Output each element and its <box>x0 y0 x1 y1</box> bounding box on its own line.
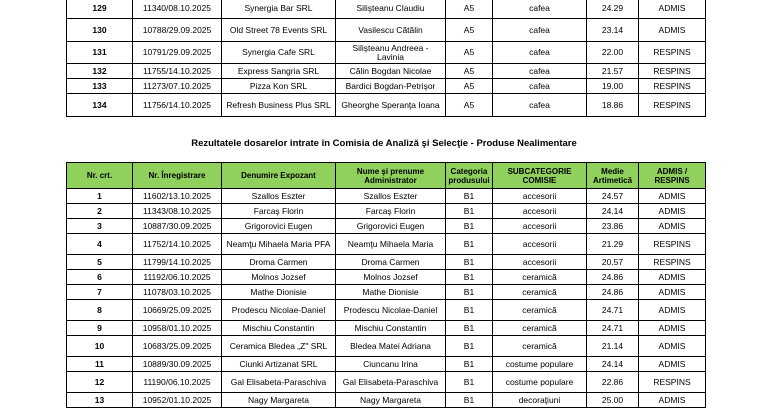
row-number-cell: 4 <box>67 234 133 255</box>
exhibitor-name-cell: Mischiu Constantin <box>222 321 336 336</box>
table-row <box>67 300 706 321</box>
row-number-cell: 130 <box>67 19 133 42</box>
table-row <box>67 0 706 19</box>
subcategory-cell: accesorii <box>493 189 587 204</box>
category-cell: B1 <box>446 300 493 321</box>
average-score-cell: 20.57 <box>587 255 639 270</box>
table-row <box>67 64 706 79</box>
header-administrator: Nume şi prenume Administrator <box>336 163 446 189</box>
average-score-cell: 21.14 <box>587 336 639 357</box>
status-cell: RESPINS <box>639 64 706 79</box>
registration-number-cell: 10683/25.09.2025 <box>133 336 222 357</box>
average-score-cell: 24.14 <box>587 357 639 372</box>
average-score-cell: 23.14 <box>587 19 639 42</box>
category-cell: B1 <box>446 321 493 336</box>
status-cell: ADMIS <box>639 189 706 204</box>
exhibitor-name-cell: Prodescu Nicolae-Daniel <box>222 300 336 321</box>
average-score-cell: 23.86 <box>587 219 639 234</box>
row-number-cell: 5 <box>67 255 133 270</box>
administrator-name-cell: Silişteanu Claudiu <box>336 0 446 19</box>
average-score-cell: 21.57 <box>587 64 639 79</box>
average-score-cell: 24.86 <box>587 270 639 285</box>
registration-number-cell: 11340/08.10.2025 <box>133 0 222 19</box>
category-cell: B1 <box>446 336 493 357</box>
row-number-cell: 2 <box>67 204 133 219</box>
subcategory-cell: cafea <box>493 94 587 117</box>
table-row <box>67 42 706 64</box>
status-cell: ADMIS <box>639 393 706 408</box>
status-cell: RESPINS <box>639 42 706 64</box>
table-row <box>67 372 706 393</box>
table-row <box>67 219 706 234</box>
status-cell: ADMIS <box>639 285 706 300</box>
average-score-cell: 18.86 <box>587 94 639 117</box>
registration-number-cell: 11755/14.10.2025 <box>133 64 222 79</box>
category-cell: B1 <box>446 270 493 285</box>
exhibitor-name-cell: Synergia Cafe SRL <box>222 42 336 64</box>
category-cell: A5 <box>446 79 493 94</box>
registration-number-cell: 10791/29.09.2025 <box>133 42 222 64</box>
average-score-cell: 24.57 <box>587 189 639 204</box>
registration-number-cell: 11273/07.10.2025 <box>133 79 222 94</box>
status-cell: RESPINS <box>639 255 706 270</box>
table-row <box>67 189 706 204</box>
subcategory-cell: costume populare <box>493 357 587 372</box>
category-cell: B1 <box>446 189 493 204</box>
category-cell: A5 <box>446 94 493 117</box>
registration-number-cell: 11752/14.10.2025 <box>133 234 222 255</box>
row-number-cell: 8 <box>67 300 133 321</box>
average-score-cell: 19.00 <box>587 79 639 94</box>
administrator-name-cell: Mischiu Constantin <box>336 321 446 336</box>
header-nr: Nr. crt. <box>67 163 133 189</box>
administrator-name-cell: Mathe Dionisie <box>336 285 446 300</box>
subcategory-cell: ceramică <box>493 300 587 321</box>
row-number-cell: 129 <box>67 0 133 19</box>
previous-results-table <box>66 0 706 117</box>
subcategory-cell: cafea <box>493 64 587 79</box>
status-cell: ADMIS <box>639 204 706 219</box>
administrator-name-cell: Călin Bogdan Nicolae <box>336 64 446 79</box>
subcategory-cell: cafea <box>493 79 587 94</box>
registration-number-cell: 10887/30.09.2025 <box>133 219 222 234</box>
administrator-name-cell: Nagy Margareta <box>336 393 446 408</box>
section-title: Rezultatele dosarelor intrate în Comisia de Analiză şi Selecţie - Produse Nealimentare <box>191 138 577 149</box>
row-number-cell: 132 <box>67 64 133 79</box>
row-number-cell: 10 <box>67 336 133 357</box>
table-row <box>67 336 706 357</box>
table-row <box>67 321 706 336</box>
average-score-cell: 22.86 <box>587 372 639 393</box>
exhibitor-name-cell: Nagy Margareta <box>222 393 336 408</box>
table-row <box>67 270 706 285</box>
row-number-cell: 133 <box>67 79 133 94</box>
subcategory-cell: accesorii <box>493 255 587 270</box>
exhibitor-name-cell: Pizza Kon SRL <box>222 79 336 94</box>
administrator-name-cell: Droma Carmen <box>336 255 446 270</box>
exhibitor-name-cell: Refresh Business Plus SRL <box>222 94 336 117</box>
header-average: Medie Artimetică <box>587 163 639 189</box>
exhibitor-name-cell: Synergia Bar SRL <box>222 0 336 19</box>
category-cell: B1 <box>446 372 493 393</box>
row-number-cell: 13 <box>67 393 133 408</box>
row-number-cell: 11 <box>67 357 133 372</box>
row-number-cell: 12 <box>67 372 133 393</box>
status-cell: ADMIS <box>639 300 706 321</box>
exhibitor-name-cell: Gal Elisabeta-Paraschiva <box>222 372 336 393</box>
subcategory-cell: ceramică <box>493 285 587 300</box>
subcategory-cell: ceramică <box>493 270 587 285</box>
registration-number-cell: 11190/06.10.2025 <box>133 372 222 393</box>
table-row <box>67 234 706 255</box>
registration-number-cell: 11192/06.10.2025 <box>133 270 222 285</box>
registration-number-cell: 10952/01.10.2025 <box>133 393 222 408</box>
status-cell: RESPINS <box>639 94 706 117</box>
exhibitor-name-cell: Szallos Eszter <box>222 189 336 204</box>
category-cell: A5 <box>446 64 493 79</box>
status-cell: RESPINS <box>639 372 706 393</box>
subcategory-cell: ceramică <box>493 336 587 357</box>
status-cell: ADMIS <box>639 19 706 42</box>
status-cell: RESPINS <box>639 79 706 94</box>
registration-number-cell: 10669/25.09.2025 <box>133 300 222 321</box>
row-number-cell: 7 <box>67 285 133 300</box>
header-category: Categoria produsului <box>446 163 493 189</box>
administrator-name-cell: Silişteanu Andreea - Lavinia <box>336 42 446 64</box>
subcategory-cell: accesorii <box>493 219 587 234</box>
exhibitor-name-cell: Droma Carmen <box>222 255 336 270</box>
header-status: ADMIS / RESPINS <box>639 163 706 189</box>
administrator-name-cell: Neamţu Mihaela Maria <box>336 234 446 255</box>
category-cell: B1 <box>446 357 493 372</box>
registration-number-cell: 11756/14.10.2025 <box>133 94 222 117</box>
category-cell: A5 <box>446 0 493 19</box>
table-row <box>67 94 706 117</box>
administrator-name-cell: Bledea Matei Adriana <box>336 336 446 357</box>
table-row <box>67 204 706 219</box>
exhibitor-name-cell: Ciunki Artizanat SRL <box>222 357 336 372</box>
row-number-cell: 1 <box>67 189 133 204</box>
registration-number-cell: 10788/29.09.2025 <box>133 19 222 42</box>
average-score-cell: 24.29 <box>587 0 639 19</box>
administrator-name-cell: Szallos Eszter <box>336 189 446 204</box>
average-score-cell: 22.00 <box>587 42 639 64</box>
status-cell: ADMIS <box>639 270 706 285</box>
administrator-name-cell: Vasilescu Cătălin <box>336 19 446 42</box>
registration-number-cell: 10958/01.10.2025 <box>133 321 222 336</box>
subcategory-cell: accesorii <box>493 234 587 255</box>
table-row <box>67 357 706 372</box>
category-cell: B1 <box>446 393 493 408</box>
average-score-cell: 25.00 <box>587 393 639 408</box>
registration-number-cell: 11078/03.10.2025 <box>133 285 222 300</box>
status-cell: ADMIS <box>639 321 706 336</box>
category-cell: A5 <box>446 42 493 64</box>
registration-number-cell: 11799/14.10.2025 <box>133 255 222 270</box>
subcategory-cell: ceramică <box>493 321 587 336</box>
results-table <box>66 162 706 408</box>
exhibitor-name-cell: Farcaş Florin <box>222 204 336 219</box>
previous-results-body <box>67 0 706 117</box>
subcategory-cell: accesorii <box>493 204 587 219</box>
row-number-cell: 134 <box>67 94 133 117</box>
category-cell: A5 <box>446 19 493 42</box>
administrator-name-cell: Bardici Bogdan-Petrişor <box>336 79 446 94</box>
registration-number-cell: 11602/13.10.2025 <box>133 189 222 204</box>
exhibitor-name-cell: Molnos Jozsef <box>222 270 336 285</box>
exhibitor-name-cell: Ceramica Bledea „Z" SRL <box>222 336 336 357</box>
average-score-cell: 24.14 <box>587 204 639 219</box>
average-score-cell: 21.29 <box>587 234 639 255</box>
table-row <box>67 285 706 300</box>
exhibitor-name-cell: Grigorovici Eugen <box>222 219 336 234</box>
category-cell: B1 <box>446 204 493 219</box>
table-row <box>67 19 706 42</box>
category-cell: B1 <box>446 234 493 255</box>
status-cell: ADMIS <box>639 336 706 357</box>
exhibitor-name-cell: Express Sangria SRL <box>222 64 336 79</box>
row-number-cell: 9 <box>67 321 133 336</box>
table-row <box>67 393 706 408</box>
category-cell: B1 <box>446 285 493 300</box>
row-number-cell: 131 <box>67 42 133 64</box>
exhibitor-name-cell: Old Street 78 Events SRL <box>222 19 336 42</box>
subcategory-cell: cafea <box>493 19 587 42</box>
category-cell: B1 <box>446 219 493 234</box>
row-number-cell: 6 <box>67 270 133 285</box>
header-registration: Nr. Înregistrare <box>133 163 222 189</box>
table-row <box>67 255 706 270</box>
administrator-name-cell: Gheorghe Speranţa Ioana <box>336 94 446 117</box>
results-body <box>67 189 706 408</box>
exhibitor-name-cell: Mathe Dionisie <box>222 285 336 300</box>
administrator-name-cell: Farcaş Florin <box>336 204 446 219</box>
status-cell: ADMIS <box>639 219 706 234</box>
status-cell: ADMIS <box>639 357 706 372</box>
subcategory-cell: cafea <box>493 0 587 19</box>
administrator-name-cell: Grigorovici Eugen <box>336 219 446 234</box>
average-score-cell: 24.71 <box>587 321 639 336</box>
subcategory-cell: cafea <box>493 42 587 64</box>
registration-number-cell: 10889/30.09.2025 <box>133 357 222 372</box>
administrator-name-cell: Molnos Jozsef <box>336 270 446 285</box>
header-subcategory: SUBCATEGORIE COMISIE <box>493 163 587 189</box>
row-number-cell: 3 <box>67 219 133 234</box>
administrator-name-cell: Ciuncanu Irina <box>336 357 446 372</box>
header-row <box>67 163 706 189</box>
exhibitor-name-cell: Neamţu Mihaela Maria PFA <box>222 234 336 255</box>
header-exhibitor: Denumire Expozant <box>222 163 336 189</box>
status-cell: RESPINS <box>639 234 706 255</box>
average-score-cell: 24.71 <box>587 300 639 321</box>
average-score-cell: 24.86 <box>587 285 639 300</box>
subcategory-cell: decoraţiuni <box>493 393 587 408</box>
category-cell: B1 <box>446 255 493 270</box>
administrator-name-cell: Prodescu Nicolae-Daniel <box>336 300 446 321</box>
status-cell: ADMIS <box>639 0 706 19</box>
administrator-name-cell: Gal Elisabeta-Paraschiva <box>336 372 446 393</box>
registration-number-cell: 11343/08.10.2025 <box>133 204 222 219</box>
subcategory-cell: costume populare <box>493 372 587 393</box>
table-row <box>67 79 706 94</box>
